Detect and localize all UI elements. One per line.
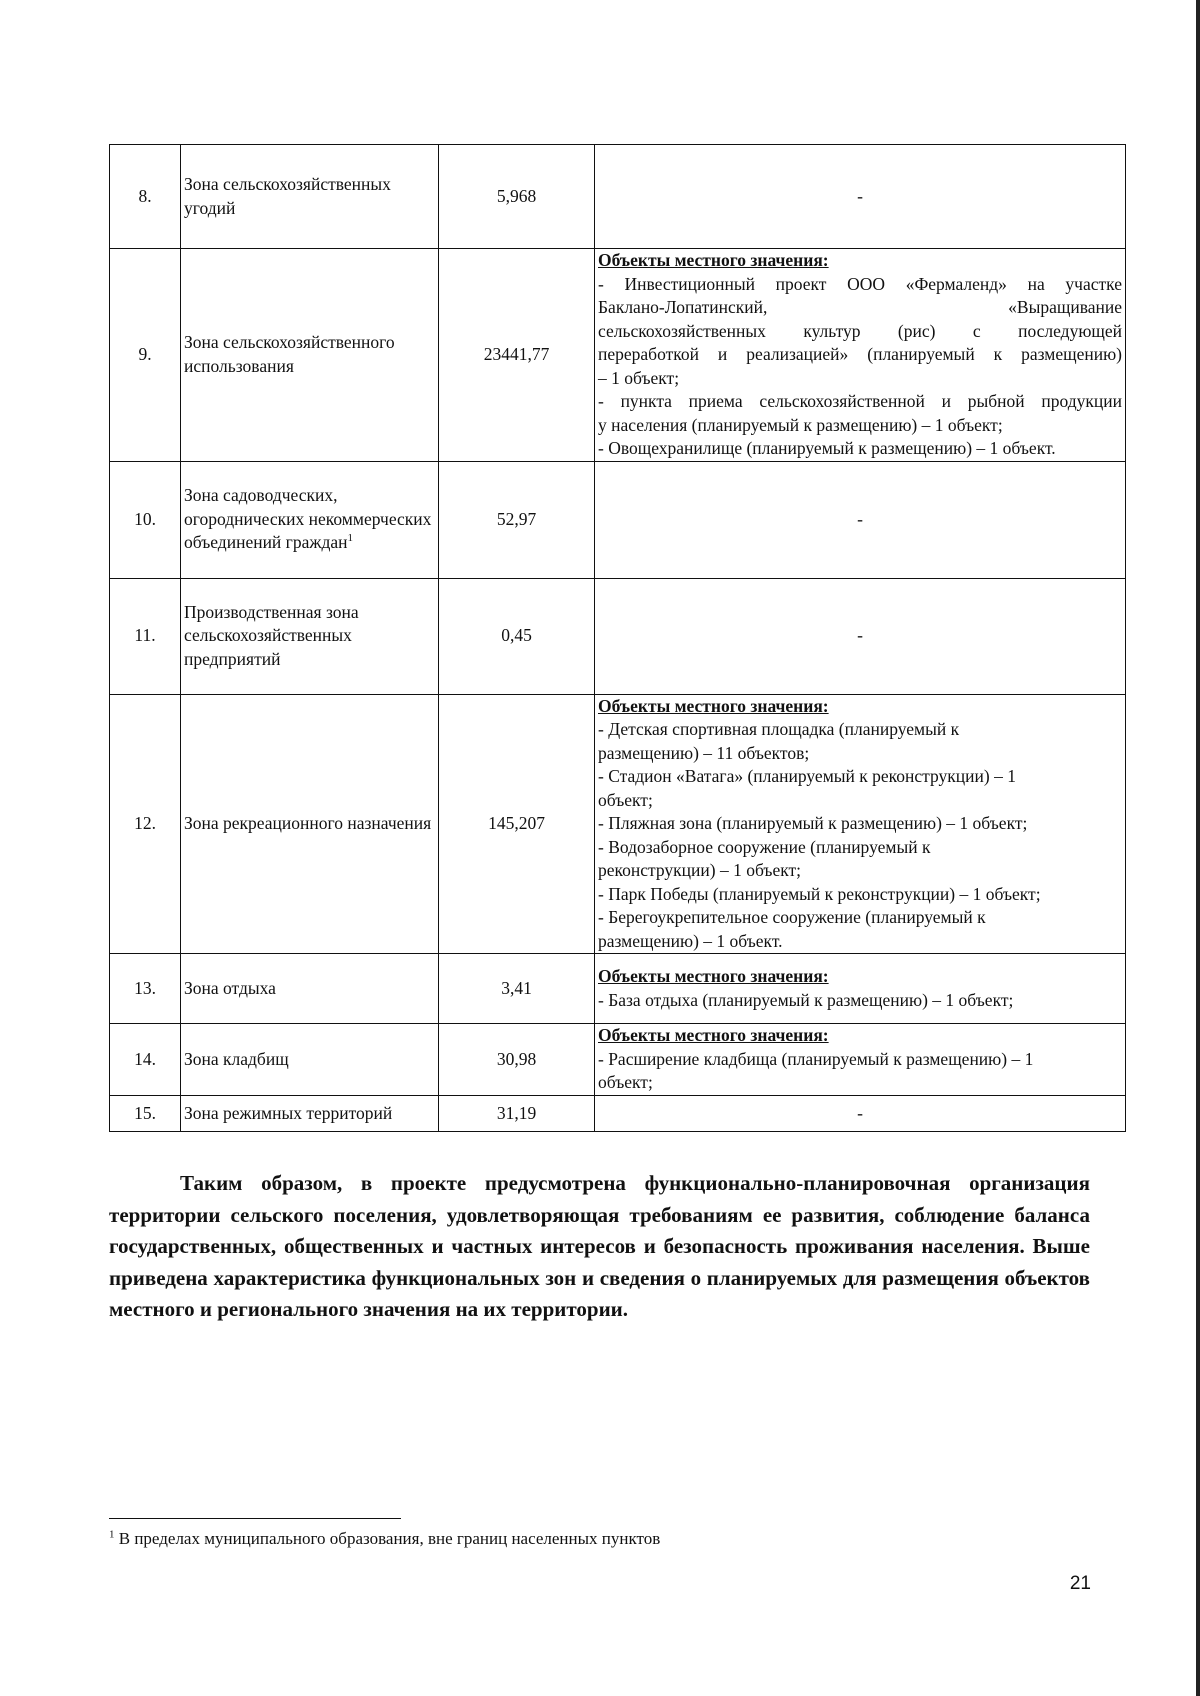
- zone-name: Производственная зона сельскохозяйственных предприятий: [181, 578, 439, 694]
- object-line: объект;: [598, 1072, 653, 1093]
- zone-objects: -: [595, 145, 1126, 249]
- zone-area: 30,98: [439, 1024, 595, 1096]
- zone-area: 31,19: [439, 1096, 595, 1132]
- zone-objects: [595, 694, 1126, 954]
- zone-name: Зона рекреационного назначения: [181, 694, 439, 954]
- row-number: 14.: [110, 1024, 181, 1096]
- row-number: 13.: [110, 954, 181, 1024]
- footnote-mark: 1: [109, 1528, 115, 1541]
- table-row: [110, 461, 1126, 578]
- object-line: объект;: [598, 789, 653, 810]
- row-number: 11.: [110, 578, 181, 694]
- zone-objects: [595, 954, 1126, 1024]
- object-line: - Стадион «Ватага» (планируемый к реконструкции) – 1: [598, 766, 1016, 786]
- table-row: [110, 1096, 1126, 1132]
- row-number: 10.: [110, 461, 181, 578]
- object-line: у населения (планируемый к размещению) – 1 объект;: [598, 414, 1003, 435]
- object-line: - Овощехранилище (планируемый к размещению) – 1 объект.: [598, 438, 1056, 458]
- row-number: 8.: [110, 145, 181, 249]
- table-row: [110, 694, 1126, 954]
- object-line: - пункта приема сельскохозяйственной и рыбной продукции: [598, 391, 1122, 411]
- zone-area: 145,207: [439, 694, 595, 954]
- footnote-reference: 1: [347, 532, 353, 545]
- page-edge: [1196, 0, 1200, 1696]
- object-line: - Инвестиционный проект ООО «Фермаленд» на участке: [598, 273, 1122, 294]
- zone-name: Зона режимных территорий: [181, 1096, 439, 1132]
- object-line: - Берегоукрепительное сооружение (планируемый к: [598, 907, 986, 927]
- row-number: 15.: [110, 1096, 181, 1132]
- footnote-text: В пределах муниципального образования, вне границ населенных пунктов: [114, 1529, 661, 1548]
- zone-objects: -: [595, 578, 1126, 694]
- object-line: Баклано-Лопатинский, «Выращивание: [598, 297, 1122, 317]
- zone-name: Зона сельскохозяйственного использования: [181, 249, 439, 462]
- object-line: сельскохозяйственных культур (рис) с последующей: [598, 320, 1122, 341]
- zones-table: [109, 144, 1126, 1132]
- objects-heading: Объекты местного значения:: [598, 1025, 829, 1046]
- object-line: - Детская спортивная площадка (планируемый к: [598, 719, 960, 739]
- object-line: переработкой и реализацией» (планируемый к размещению): [598, 344, 1122, 364]
- zone-name: Зона сельскохозяйственных угодий: [181, 145, 439, 249]
- zone-objects: [595, 1024, 1126, 1096]
- object-line: - Расширение кладбища (планируемый к размещению) – 1: [598, 1048, 1034, 1069]
- object-line: размещению) – 11 объектов;: [598, 742, 810, 763]
- zone-name: [181, 461, 439, 578]
- object-line: – 1 объект;: [598, 367, 680, 388]
- zone-name: Зона отдыха: [181, 954, 439, 1024]
- zone-area: 3,41: [439, 954, 595, 1024]
- object-line: реконструкции) – 1 объект;: [598, 860, 802, 880]
- table-row: [110, 578, 1126, 694]
- footnote-separator: [109, 1518, 401, 1519]
- object-line: - Пляжная зона (планируемый к размещению) – 1 объект;: [598, 813, 1028, 833]
- objects-heading: Объекты местного значения:: [598, 250, 829, 270]
- table-row: [110, 145, 1126, 249]
- objects-heading: Объекты местного значения:: [598, 966, 829, 986]
- zone-objects: [595, 249, 1126, 462]
- object-line: - Парк Победы (планируемый к реконструкции) – 1 объект;: [598, 883, 1041, 904]
- object-line: - Водозаборное сооружение (планируемый к: [598, 836, 931, 857]
- zone-name-text: Зона садоводческих, огороднических некоммерческих объединений граждан: [184, 485, 432, 553]
- zone-area: 0,45: [439, 578, 595, 694]
- row-number: 9.: [110, 249, 181, 462]
- zone-objects: -: [595, 1096, 1126, 1132]
- zone-area: 23441,77: [439, 249, 595, 462]
- objects-heading: Объекты местного значения:: [598, 695, 829, 716]
- zone-name: Зона кладбищ: [181, 1024, 439, 1096]
- object-line: размещению) – 1 объект.: [598, 930, 783, 951]
- zone-objects: -: [595, 461, 1126, 578]
- object-line: - База отдыха (планируемый к размещению) – 1 объект;: [598, 989, 1014, 1010]
- table-row: [110, 249, 1126, 462]
- summary-paragraph: Таким образом, в проекте предусмотрена функционально-планировочная организация территории сельского поселения, удовлетворяющая требованиям ее развития, соблюдение баланса государственных, общественных и частных интересов и безопасность проживания населения. Выше приведена характеристика функциональных зон и сведения о планируемых для размещения объектов местного и регионального значения на их территории.: [109, 1171, 1090, 1321]
- zone-area: 5,968: [439, 145, 595, 249]
- row-number: 12.: [110, 694, 181, 954]
- footnote: [109, 1528, 660, 1550]
- table-row: [110, 1024, 1126, 1096]
- table-row: [110, 954, 1126, 1024]
- page-number: 21: [1069, 1573, 1091, 1594]
- zone-area: 52,97: [439, 461, 595, 578]
